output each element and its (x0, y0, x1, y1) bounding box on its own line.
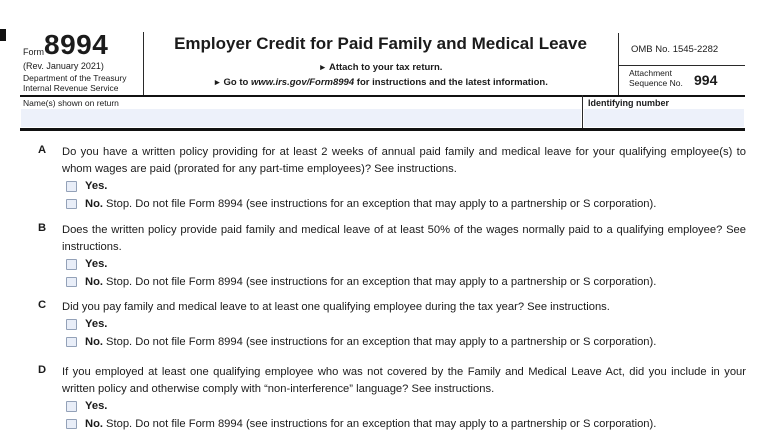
form-word-label: Form (23, 47, 44, 57)
question-text: Do you have a written policy providing for at least 2 weeks of annual paid family and medical leave for your qualifying employee(s) to whom wages are paid (prorated for any part-time employees)? See instructions. (62, 146, 746, 175)
question-d (38, 364, 746, 432)
no-checkbox[interactable] (66, 277, 77, 288)
yes-checkbox[interactable] (66, 401, 77, 412)
question-letter: B (38, 222, 47, 234)
yes-option-row (62, 398, 746, 416)
header-center (143, 0, 618, 95)
no-option-row (62, 334, 746, 352)
no-label: No. Stop. Do not file Form 8994 (see instructions for an exception that may apply to a partnership or S corporation). (85, 197, 657, 210)
form-number: 8994 (44, 29, 109, 60)
no-option-row (62, 196, 746, 214)
yes-label: Yes. (85, 258, 108, 270)
header-bottom-rule (20, 95, 745, 97)
yes-label: Yes. (85, 180, 108, 192)
omb-separator-line (618, 65, 745, 66)
question-text: If you employed at least one qualifying employee who was not covered by the Family and Medical Leave Act, did you include in your written policy and otherwise comply with “non-interference” language? See instructions. (62, 366, 746, 395)
goto-note (143, 77, 618, 88)
no-label: No. Stop. Do not file Form 8994 (see instructions for an exception that may apply to a partnership or S corporation). (85, 417, 657, 430)
question-c (38, 299, 746, 351)
no-checkbox[interactable] (66, 419, 77, 430)
attach-note (143, 62, 618, 73)
goto-prefix: Go to (223, 77, 249, 88)
form-revision: (Rev. January 2021) (23, 61, 104, 71)
question-letter: A (38, 144, 47, 156)
no-label: No. Stop. Do not file Form 8994 (see instructions for an exception that may apply to a partnership or S corporation). (85, 335, 657, 348)
question-a (38, 144, 746, 213)
arrow-icon: ► (213, 77, 222, 87)
form-url-link[interactable]: www.irs.gov/Form8994 (251, 77, 355, 88)
question-text: Did you pay family and medical leave to at least one qualifying employee during the tax year? See instructions. (62, 301, 610, 313)
yes-checkbox[interactable] (66, 259, 77, 270)
yes-option-row (62, 256, 746, 274)
omb-number: OMB No. 1545-2282 (631, 44, 719, 55)
yes-option-row (62, 178, 746, 196)
corner-registration-mark (0, 29, 6, 41)
question-letter: D (38, 364, 47, 376)
yes-label: Yes. (85, 400, 108, 412)
no-label: No. Stop. Do not file Form 8994 (see instructions for an exception that may apply to a partnership or S corporation). (85, 275, 657, 288)
yes-checkbox[interactable] (66, 181, 77, 192)
name-row-bottom-rule (20, 128, 745, 131)
no-checkbox[interactable] (66, 199, 77, 210)
yes-checkbox[interactable] (66, 319, 77, 330)
no-option-row (62, 274, 746, 292)
attachment-sequence-label: Attachment Sequence No. (629, 68, 683, 88)
question-letter: C (38, 299, 47, 311)
name-input-area[interactable] (21, 109, 581, 127)
arrow-icon: ► (318, 62, 327, 72)
department-line: Department of the Treasury (23, 73, 127, 83)
yes-option-row (62, 316, 746, 334)
question-text: Does the written policy provide paid family and medical leave of at least 50% of the wages normally paid to a qualifying employee? See instructions. (62, 224, 746, 253)
identifying-number-label: Identifying number (588, 98, 669, 108)
yes-label: Yes. (85, 318, 108, 330)
agency-line: Internal Revenue Service (23, 83, 119, 93)
name-label: Name(s) shown on return (23, 98, 119, 108)
attach-note-text: Attach to your tax return. (328, 62, 443, 73)
header-divider-left (143, 32, 144, 95)
sequence-number: 994 (694, 72, 718, 88)
goto-suffix: for instructions and the latest information. (356, 77, 548, 88)
header-divider-right (618, 33, 619, 95)
identifying-number-input-area[interactable] (584, 109, 744, 127)
no-checkbox[interactable] (66, 337, 77, 348)
name-id-divider (582, 95, 583, 129)
no-option-row (62, 416, 746, 432)
page-title: Employer Credit for Paid Family and Medical Leave (174, 34, 587, 53)
question-b (38, 222, 746, 291)
